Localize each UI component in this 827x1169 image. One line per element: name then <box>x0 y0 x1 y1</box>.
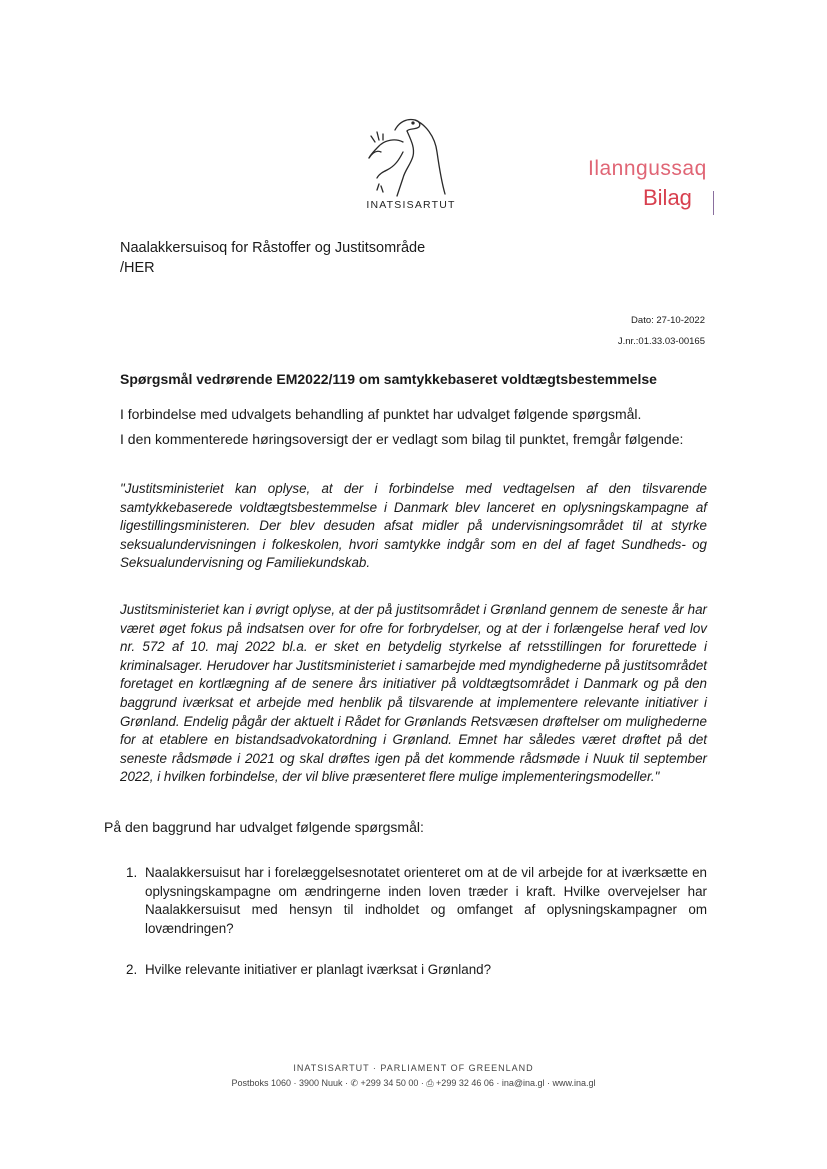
stamp-line2: Bilag <box>643 185 692 210</box>
stamp-line1: Ilanngussaq <box>588 157 707 180</box>
document-meta <box>618 310 705 352</box>
intro-paragraph-2: I den kommenterede høringsoversigt der er vedlagt som bilag til punktet, fremgår følgende: <box>120 431 684 447</box>
quote-paragraph-1: "Justitsministeriet kan oplyse, at der i forbindelse med vedtagelsen af den tilsvarende samtykkebaserede voldtægtsbestemmelse i Danmark blev lanceret en oplysningskampagne af ligestillingsministeren. Der blev desuden afsat midler på undervisningsområdet til at styrke seksualundervisningen i folkeskolen, hvori samtykke indgår som en del af faget Sundheds- og Seksualundervisning og Familiekundskab. <box>120 481 707 571</box>
question-number: 2. <box>126 962 138 977</box>
intro-paragraph-1: I forbindelse med udvalgets behandling af punktet har udvalget følgende spørgsmål. <box>120 406 642 422</box>
question-text: Hvilke relevante initiativer er planlagt iværksat i Grønland? <box>145 962 492 977</box>
polar-bear-emblem-icon <box>355 112 465 198</box>
footer-organization: INATSISARTUT · PARLIAMENT OF GREENLAND <box>293 1063 534 1073</box>
stamp-mark <box>713 191 714 215</box>
recipient-ref: /HER <box>120 260 155 276</box>
questions-list <box>120 864 707 1003</box>
recipient-block <box>120 238 425 278</box>
question-item <box>120 864 707 938</box>
question-item <box>120 961 707 980</box>
question-number: 1. <box>126 865 138 880</box>
questions-lead: På den baggrund har udvalget følgende spørgsmål: <box>104 819 424 835</box>
document-subject: Spørgsmål vedrørende EM2022/119 om samtykkebaseret voldtægtsbestemmelse <box>120 371 657 387</box>
quote-paragraph-2: Justitsministeriet kan i øvrigt oplyse, at der på justitsområdet i Grønland gennem de seneste år har været øget fokus på indsatsen over for ofre for forbrydelser, og at der i forlængelse heraf ved lov nr. 572 af 10. maj 2022 bl.a. er sket en betydelig styrkelse af retsstillingen for forurettede i kriminalsager. Herudover har Justitsministeriet i samarbejde med myndighederne på justitsområdet foretaget en kortlægning af de senere års initiativer på voldtægtsområdet i Danmark og på den baggrund iværksat et arbejde med henblik på tilsvarende at implementere relevante initiativer i Grønland. Endelig pågår der aktuelt i Rådet for Grønlands Retsvæsen drøftelser om mulighederne for at etablere en bistandsadvokatordning i Grønland. Emnet har således været drøftet på det seneste rådsmøde i 2021 og skal drøftes igen på det kommende rådsmøde i Nuuk til september 2022, i hvilken forbindelse, der vil blive præsenteret flere mulige implementeringsmodeller." <box>120 602 707 785</box>
recipient-name: Naalakkersuisoq for Råstoffer og Justitsområde <box>120 240 426 256</box>
question-text: Naalakkersuisut har i forelæggelsesnotatet orienteret om at de vil arbejde for at iværksætte en oplysningskampagne om ændringerne inden loven træder i kraft. Hvilke overvejelser har Naalakkersuisut med hensyn til indholdet og omfanget af oplysningskampagner om lovændringen? <box>145 865 707 936</box>
journal-number: J.nr.:01.33.03-00165 <box>617 336 705 347</box>
document-date: Dato: 27-10-2022 <box>631 315 705 326</box>
organization-name: INATSISARTUT <box>366 199 456 211</box>
footer-contact: Postboks 1060 · 3900 Nuuk · ✆ +299 34 50 00 · ⎙ +299 32 46 06 · ina@ina.gl · www.ina.gl <box>231 1078 596 1088</box>
